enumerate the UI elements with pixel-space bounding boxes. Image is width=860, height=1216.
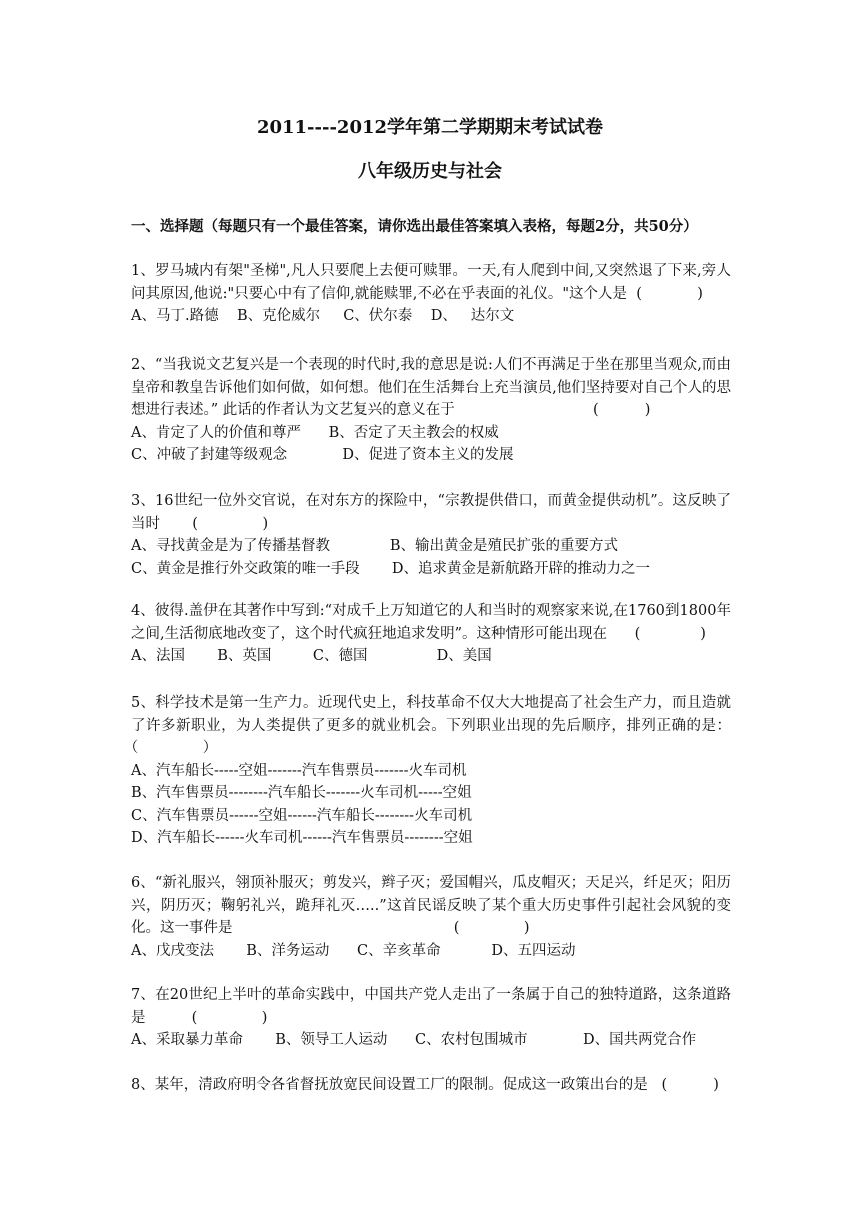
question-3 xyxy=(131,490,731,580)
question-7 xyxy=(131,984,731,1052)
answer-blank: ( ) xyxy=(160,515,269,532)
answer-blank: ( ) xyxy=(232,920,530,936)
question-options: A、法国 B、英国 C、德国 D、美国 xyxy=(131,648,492,664)
question-stem: 5、科学技术是第一生产力。近现代史上，科技革命不仅大大地提高了社会生产力，而且造就了许多新职业，为人类提供了更多的就业机会。下列职业出现的先后顺序，排列正确的是：（ ） xyxy=(131,695,731,756)
question-options: B、汽车售票员--------汽车船长-------火车司机-----空姐 xyxy=(131,785,472,801)
question-options: A、汽车船长-----空姐-------汽车售票员-------火车司机 xyxy=(131,762,467,779)
question-stem: 1、罗马城内有架"圣梯",凡人只要爬上去便可赎罪。一天,有人爬到中间,又突然退了下来,旁人问其原因,他说:"只要心中有了信仰,就能赎罪,不必在乎表面的礼仪。"这个人是 ( ) xyxy=(131,263,731,302)
question-options: A、采取暴力革命 B、领导工人运动 C、农村包围城市 D、国共两党合作 xyxy=(131,1032,697,1048)
answer-blank: ( ) xyxy=(647,1077,719,1093)
question-options: A、肯定了人的价值和尊严 B、否定了天主教会的权威 xyxy=(131,424,499,441)
answer-blank: ( ) xyxy=(627,285,703,302)
question-stem: 4、彼得.盖伊在其著作中写到:“对成千上万知道它的人和当时的观察家来说,在1760到1800年之间,生活彻底地改变了，这个时代疯狂地追求发明”。这种情形可能出现在 ( ) xyxy=(131,603,731,642)
question-options: C、汽车售票员------空姐------汽车船长--------火车司机 xyxy=(131,807,473,824)
answer-blank: （ ） xyxy=(131,740,218,756)
question-stem: 6、“新礼服兴，翎顶补服灭；剪发兴，辫子灭；爱国帽兴，瓜皮帽灭；天足兴，纤足灭；阳历兴，阴历灭；鞠躬礼兴，跪拜礼灭…..”这首民谣反映了某个重大历史事件引起社会风貌的变化。这一事件是 ( ) xyxy=(131,875,731,936)
question-options: C、冲破了封建等级观念 D、促进了资本主义的发展 xyxy=(131,447,514,463)
question-stem: 3、16世纪一位外交官说，在对东方的探险中，“宗教提供借口，而黄金提供动机”。这反映了当时 ( ) xyxy=(131,493,731,532)
answer-blank: ( ) xyxy=(145,1009,268,1026)
question-5 xyxy=(131,692,731,850)
question-8 xyxy=(131,1074,731,1097)
question-6 xyxy=(131,872,731,962)
question-options: D、汽车船长------火车司机------汽车售票员--------空姐 xyxy=(131,830,473,846)
exam-subtitle: 八年级历史与社会 xyxy=(358,161,502,182)
question-options: C、黄金是推行外交政策的唯一手段 D、追求黄金是新航路开辟的推动力之一 xyxy=(131,560,650,577)
answer-blank: ( ) xyxy=(454,402,651,418)
question-1 xyxy=(131,260,731,328)
question-stem: 7、在20世纪上半叶的革命实践中，中国共产党人走出了一条属于自己的独特道路，这条道路是 ( ) xyxy=(131,987,731,1026)
question-stem: 8、某年，清政府明令各省督抚放宽民间设置工厂的限制。促成这一政策出台的是 ( ) xyxy=(131,1077,719,1093)
question-options: A、寻找黄金是为了传播基督教 B、输出黄金是殖民扩张的重要方式 xyxy=(131,538,619,554)
question-options: A、戊戌变法 B、洋务运动 C、辛亥革命 D、五四运动 xyxy=(131,942,576,959)
question-2 xyxy=(131,354,731,467)
section-heading: 一、选择题（每题只有一个最佳答案，请你选出最佳答案填入表格，每题2分，共50分） xyxy=(131,218,698,235)
question-stem: 2、“当我说文艺复兴是一个表现的时代时,我的意思是说:人们不再满足于坐在那里当观众,而由皇帝和教皇告诉他们如何做，如何想。他们在生活舞台上充当演员,他们坚持要对自己个人的思想进行表述。” 此话的作者认为文艺复兴的意义在于 ( ) xyxy=(131,357,731,418)
question-options: A、马丁.路德 B、克伦威尔 C、伏尔泰 D、 达尔文 xyxy=(131,308,515,324)
exam-title: 2011----2012学年第二学期期末考试试卷 xyxy=(256,117,604,138)
answer-blank: ( ) xyxy=(607,625,706,642)
question-4 xyxy=(131,600,731,668)
